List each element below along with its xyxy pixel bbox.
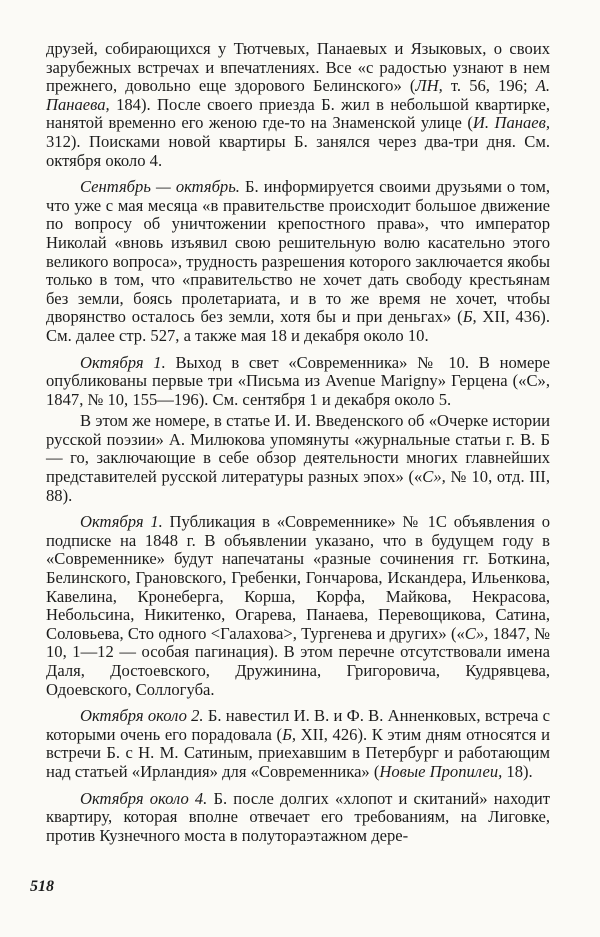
italic-run: Октября около 2. xyxy=(80,706,204,726)
text-run: 184). После своего приезда Б. жил в небольшой квартирке, нанятой временно его женою где-то на Знаменской улице ( xyxy=(46,94,550,133)
italic-run: Б, xyxy=(462,307,477,327)
text-run: 18). xyxy=(502,761,533,781)
italic-run: Октября около 4. xyxy=(80,788,208,808)
text-run: 1847, № 10, 1—12 — особая пагинация). В этом перечне отсутствовали имена Даля, Достоевского, Дружинина, Григоровича, Кудрявцева, Одоевского, Соллогуба. xyxy=(46,623,551,699)
text-run: друзей, собирающихся у Тютчевых, Панаевых и Языковых, о своих зарубежных встречах и впечатлениях. Все «с радостью узнают в нем прежнего, довольно еще здорового Белинского» ( xyxy=(46,39,550,96)
paragraph xyxy=(46,354,550,410)
italic-run: Октября 1. xyxy=(80,512,163,532)
text-run: В этом же номере, в статье И. И. Введенского об «Очерке истории русской поэзии» А. Милюкова упомянуты «журнальные статьи г. В. Б — го, заключающие в себе обзор деятельности многих главнейших представителей русской литературы разных эпох» (« xyxy=(46,411,550,487)
paragraph xyxy=(46,707,550,781)
paragraph xyxy=(46,513,550,699)
text-run: т. 56, 196; xyxy=(442,76,536,96)
paragraph xyxy=(46,40,550,170)
italic-run: А. Панаева, xyxy=(46,76,550,114)
text-run: Выход в свет «Современника» № 10. В номере опубликованы первые три «Письма из Avenue Marigny» Герцена («С», 1847, № 10, 155—196). См. сентября 1 и декабря около 5. xyxy=(46,352,550,409)
main-text xyxy=(46,40,550,853)
italic-run: Б, xyxy=(282,724,297,744)
paragraph xyxy=(46,790,550,846)
paragraph xyxy=(46,178,550,345)
italic-run: Октября 1. xyxy=(80,352,166,372)
italic-run: ЛН, xyxy=(415,76,443,96)
paragraph xyxy=(46,412,550,505)
text-run: № 10, отд. III, 88). xyxy=(46,467,550,505)
italic-run: С», xyxy=(464,623,489,643)
text-run: XII, 426). К этим дням относятся и встречи Б. с Н. М. Сатиным, приехавшим в Петербург и работающим над статьей «Ирландия» для «Современника» ( xyxy=(46,724,550,781)
text-run: Б. информируется своими друзьями о том, что уже с мая месяца «в правительстве происходит большое движение по вопросу об уничтожении крепостного права», что император Николай «вновь изъявил свою решительную волю касательно этого великого вопроса», трудность разрешения которого заключается якобы только в том, что «правительство не хочет дать свободу крестьянам без земли, боясь пролетариата, и в то же время не хочет, чтобы дворянство осталось без земли, хотя бы и при деньгах» ( xyxy=(46,177,550,327)
italic-run: Новые Пропилеи, xyxy=(379,761,503,781)
text-run: XII, 436). См. далее стр. 527, а также мая 18 и декабря около 10. xyxy=(46,307,550,345)
italic-run: Сентябрь — октябрь. xyxy=(80,177,240,197)
italic-run: С», xyxy=(422,467,446,487)
text-run: Б. после долгих «хлопот и скитаний» находит квартиру, которая вполне отвечает его требованиям, на Лиговке, против Кузнечного моста в полутораэтажном дере- xyxy=(46,788,551,845)
page-number: 518 xyxy=(30,878,54,895)
text-run: Б. навестил И. В. и Ф. В. Анненковых, встреча с которыми очень его порадовала ( xyxy=(46,706,550,744)
italic-run: И. Панаев, xyxy=(472,113,550,133)
text-run: 312). Поисками новой квартиры Б. занялся через два-три дня. См. октября около 4. xyxy=(46,131,550,170)
text-run: Публикация в «Современнике» № 1С объявления о подписке на 1848 г. В объявлении указано, что в будущем году в «Современнике» будут напечатаны «разные сочинения гг. Боткина, Белинского, Грановского, Гребенки, Гончарова, Искандера, Ильенкова, Кавелина, Кронеберга, Корша, Корфа, Майкова, Некрасова, Небольсина, Никитенко, Огарева, Панаева, Перевощикова, Сатина, Соловьева, Сто одного <Галахова>, Тургенева и других» (« xyxy=(46,512,550,643)
